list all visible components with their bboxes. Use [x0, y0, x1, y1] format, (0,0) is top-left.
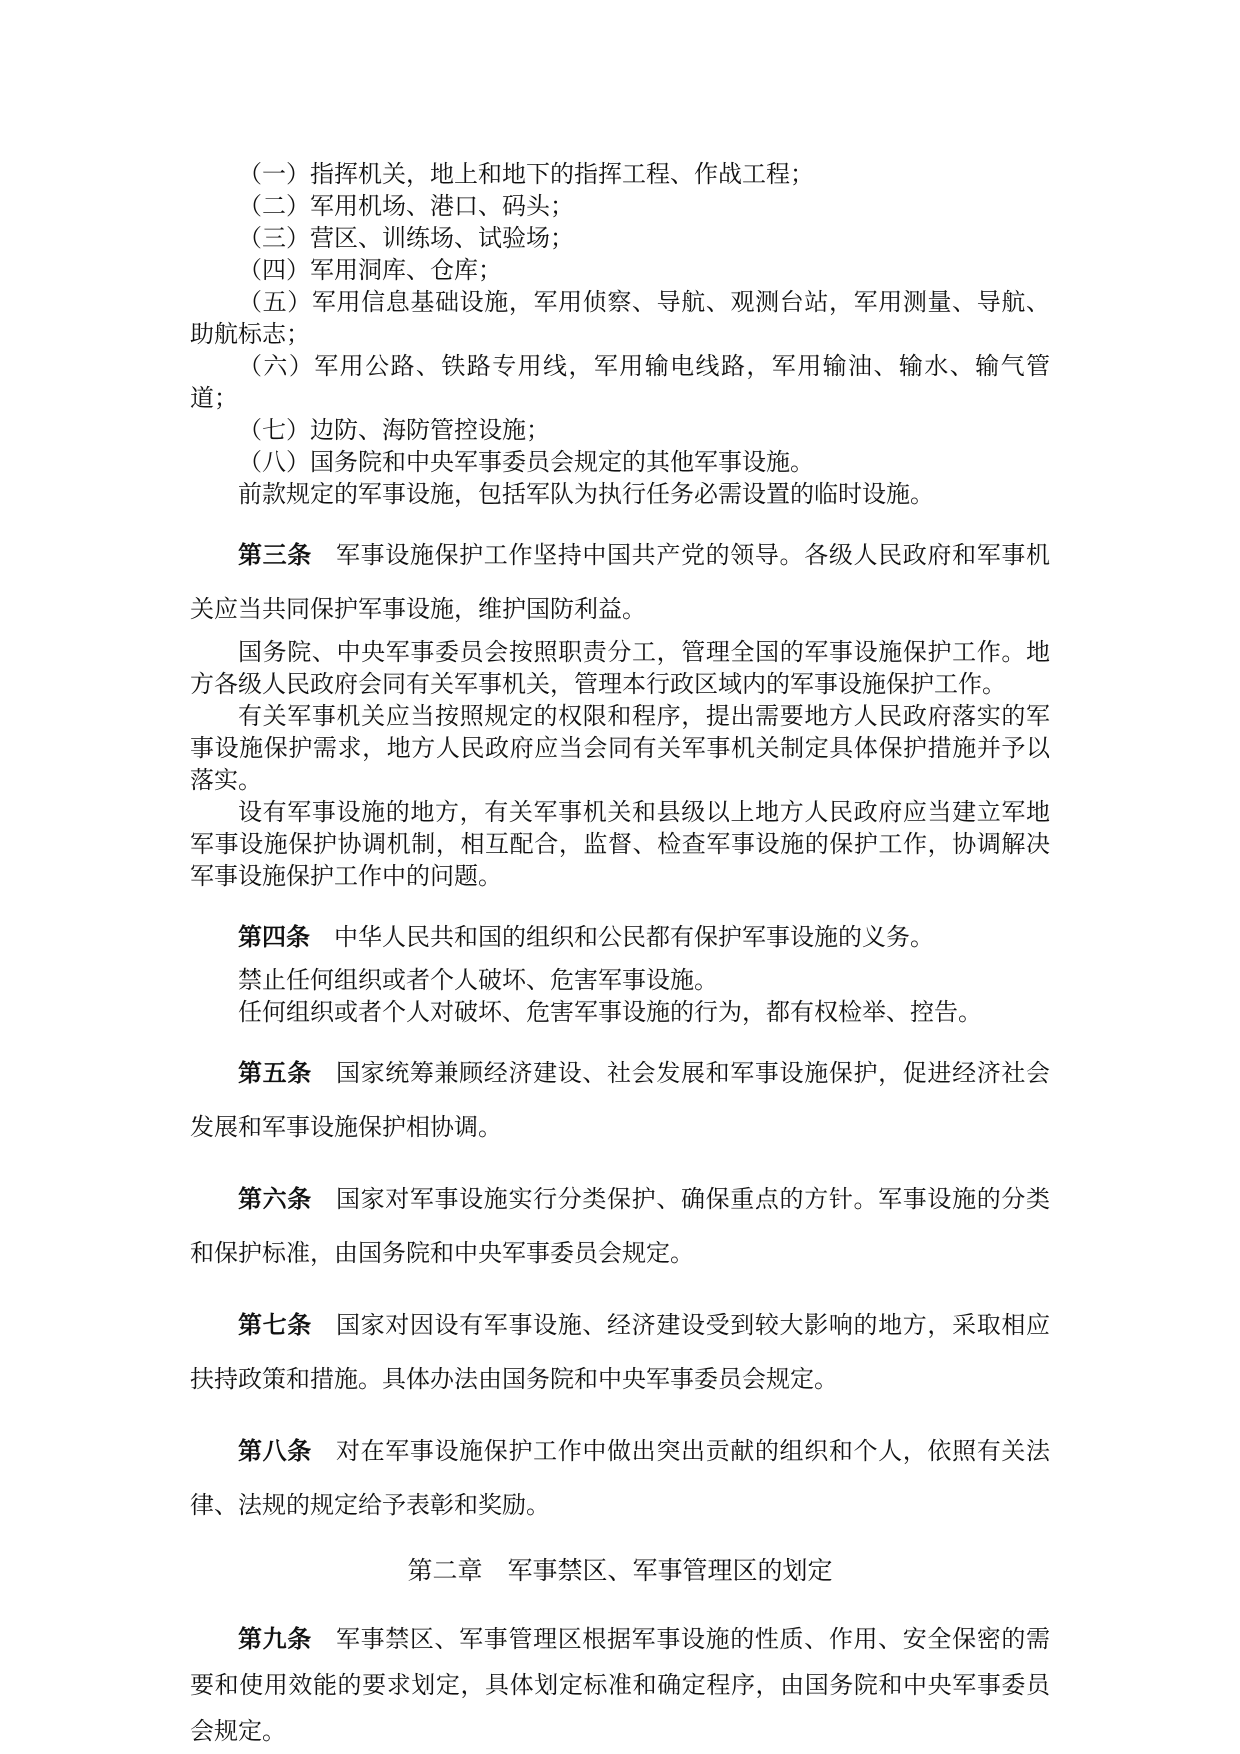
- list-item: （五）军用信息基础设施，军用侦察、导航、观测台站，军用测量、导航、助航标志；: [190, 288, 1050, 348]
- temporary-facilities-note: 前款规定的军事设施，包括军队为执行任务必需设置的临时设施。: [238, 480, 934, 508]
- list-item: （四）军用洞库、仓库；: [238, 256, 502, 284]
- list-item: （二）军用机场、港口、码头；: [238, 192, 574, 220]
- article-3-paragraph-2: 国务院、中央军事委员会按照职责分工，管理全国的军事设施保护工作。地方各级人民政府会同有关军事机关，管理本行政区域内的军事设施保护工作。: [190, 638, 1050, 698]
- article-4-paragraph-3: 任何组织或者个人对破坏、危害军事设施的行为，都有权检举、控告。: [238, 998, 982, 1026]
- article-6-label: 第六条: [238, 1185, 312, 1213]
- article-7-label: 第七条: [238, 1311, 312, 1339]
- article-8-text: 对在军事设施保护工作中做出突出贡献的组织和个人，依照有关法律、法规的规定给予表彰和奖励。: [190, 1437, 1050, 1519]
- article-9-text: 军事禁区、军事管理区根据军事设施的性质、作用、安全保密的需要和使用效能的要求划定，具体划定标准和确定程序，由国务院和中央军事委员会规定。: [190, 1625, 1050, 1745]
- article-4-paragraph-2: 禁止任何组织或者个人破坏、危害军事设施。: [238, 966, 718, 994]
- list-item: （七）边防、海防管控设施；: [238, 416, 550, 444]
- article-3-text: 军事设施保护工作坚持中国共产党的领导。各级人民政府和军事机关应当共同保护军事设施，维护国防利益。: [190, 541, 1050, 623]
- article-6: [190, 1172, 1050, 1280]
- article-9: [190, 1616, 1050, 1754]
- article-3: [190, 528, 1050, 636]
- article-6-text: 国家对军事设施实行分类保护、确保重点的方针。军事设施的分类和保护标准，由国务院和中央军事委员会规定。: [190, 1185, 1050, 1267]
- article-8-label: 第八条: [238, 1437, 312, 1465]
- article-3-paragraph-4: 设有军事设施的地方，有关军事机关和县级以上地方人民政府应当建立军地军事设施保护协调机制，相互配合，监督、检查军事设施的保护工作，协调解决军事设施保护工作中的问题。: [190, 798, 1050, 890]
- article-7: [190, 1298, 1050, 1406]
- chapter-heading: 第二章 军事禁区、军事管理区的划定: [407, 1556, 833, 1585]
- article-9-label: 第九条: [238, 1625, 312, 1653]
- article-8: [190, 1424, 1050, 1532]
- article-5-text: 国家统筹兼顾经济建设、社会发展和军事设施保护，促进经济社会发展和军事设施保护相协调。: [190, 1059, 1050, 1141]
- article-5: [190, 1046, 1050, 1154]
- article-7-text: 国家对因设有军事设施、经济建设受到较大影响的地方，采取相应扶持政策和措施。具体办法由国务院和中央军事委员会规定。: [190, 1311, 1050, 1393]
- article-3-paragraph-3: 有关军事机关应当按照规定的权限和程序，提出需要地方人民政府落实的军事设施保护需求，地方人民政府应当会同有关军事机关制定具体保护措施并予以落实。: [190, 702, 1050, 794]
- article-4-label: 第四条: [238, 923, 310, 951]
- list-item: （三）营区、训练场、试验场；: [238, 224, 574, 252]
- list-item: （八）国务院和中央军事委员会规定的其他军事设施。: [238, 448, 814, 476]
- list-item: （六）军用公路、铁路专用线，军用输电线路，军用输油、输水、输气管道；: [190, 352, 1050, 412]
- article-5-label: 第五条: [238, 1059, 312, 1087]
- article-4: [190, 910, 1050, 964]
- article-4-text: 中华人民共和国的组织和公民都有保护军事设施的义务。: [334, 923, 934, 951]
- list-item: （一）指挥机关，地上和地下的指挥工程、作战工程；: [238, 160, 814, 188]
- article-3-label: 第三条: [238, 541, 312, 569]
